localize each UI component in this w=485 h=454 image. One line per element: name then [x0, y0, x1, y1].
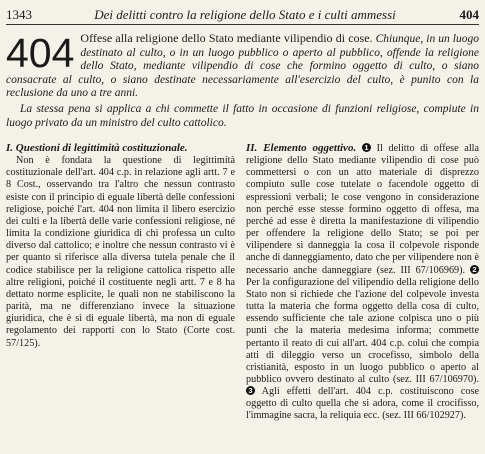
right-column [246, 142, 479, 423]
section-title-constitutional: I. Questioni di legittimità costituzionale. [6, 142, 188, 154]
section-title-objective: II. Elemento oggettivo. [246, 142, 357, 154]
article-paragraph-2: La stessa pena si applica a chi commette il fatto in occasione di funzioni religiose, compiute in luogo privato da un ministro del culto cattolico. [6, 102, 479, 129]
section-text-constitutional: Non è fondata la questione di legittimità costituzionale dell'art. 404 c.p. in relazione agli artt. 7 e 8 Cost., osservando tra l'altro che nessun contrasto esiste con il principio di eguale libertà delle confessioni religiose, poiché l'art. 404 non limita il libero esercizio dei culti e la libertà delle varie confessioni religiose, né limita la condizione giuridica di chi professa un culto diverso dal cattolico; e inoltre che nessun contrasto vi è per quanto si riferisce alla diversa tutela penale che il codice stabilisce per la religione cattolica rispetto alle altre religioni, poiché il costituente negli artt. 7 e 8 ha dettato norme esplicite, le quali non ne stabiliscono la parità, ma ne differenziano invece la situazione giuridica, che è sì di eguale libertà, ma non di eguale regolamento dei rapporti con lo Stato (Corte cost. 57/125). [6, 155, 235, 349]
note-number-2: 2 [470, 265, 479, 274]
section-objective-element [246, 142, 479, 423]
note-number-1: 1 [362, 143, 371, 152]
article-range: 404 [459, 7, 479, 22]
note-text-1: Il delitto di offese alla religione dello Stato mediante vilipendio di cose può commettersi o con un atto materiale di disprezzo compiuto sulle cose tutelate o facendole oggetto di espressioni verbali; le cose vengono in considerazione non perché esse stesse formino oggetto di offesa, ma perché ad esse è diretta la manifestazione di vilipendio per offendere la religione dello Stato; se poi per vilipendere si danneggia la cosa il colpevole risponde anche di danneggiamento, dato che per vilipendere non è necessario anche danneggiare (sez. III 67/106969). [246, 143, 479, 276]
article-block [6, 32, 479, 130]
article-body [6, 32, 479, 101]
running-title: Dei delitti contro la religione dello Stato e i culti ammessi [94, 7, 396, 22]
article-text: Chiunque, in un luogo destinato al culto, o in un luogo pubblico o aperto al pubblico, offende la religione dello Stato, mediante vilipendio di cose che formino oggetto di culto, o siano consacrate al culto, o siano destinate necessariamente all'esercizio del culto, è punito con la reclusione da uno a tre anni. [6, 33, 480, 100]
note-text-2: Per la configurazione del vilipendio della religione dello Stato non si richiede che l'azione del colpevole investa tutta la materia che forma oggetto della cosa di culto, essendo sufficiente che tale azione colpisca uno o più punti che la materia medesima informa; commette pertanto il reato di cui all'art. 404 c.p. colui che compia atti di dileggio verso un crocefisso, simbolo della cristianità, esposto in un luogo pubblico o aperto al pubblico ovvero destinato al culto (sez. III 67/106970). [246, 276, 479, 385]
page-number: 1343 [6, 7, 32, 22]
note-number-3: 3 [246, 386, 255, 395]
left-column [6, 142, 235, 350]
article-number: 404 [6, 30, 75, 76]
running-header [6, 6, 479, 25]
commentary-columns [6, 142, 479, 452]
article-title: Offese alla religione dello Stato mediante vilipendio di cose. [80, 31, 373, 45]
note-text-3: Agli effetti dell'art. 404 c.p. costituiscono cose oggetto di culto quella che si adora, come il crocifisso, l'immagine sacra, la reliquia ecc. (sez. III 66/102927). [246, 386, 479, 422]
